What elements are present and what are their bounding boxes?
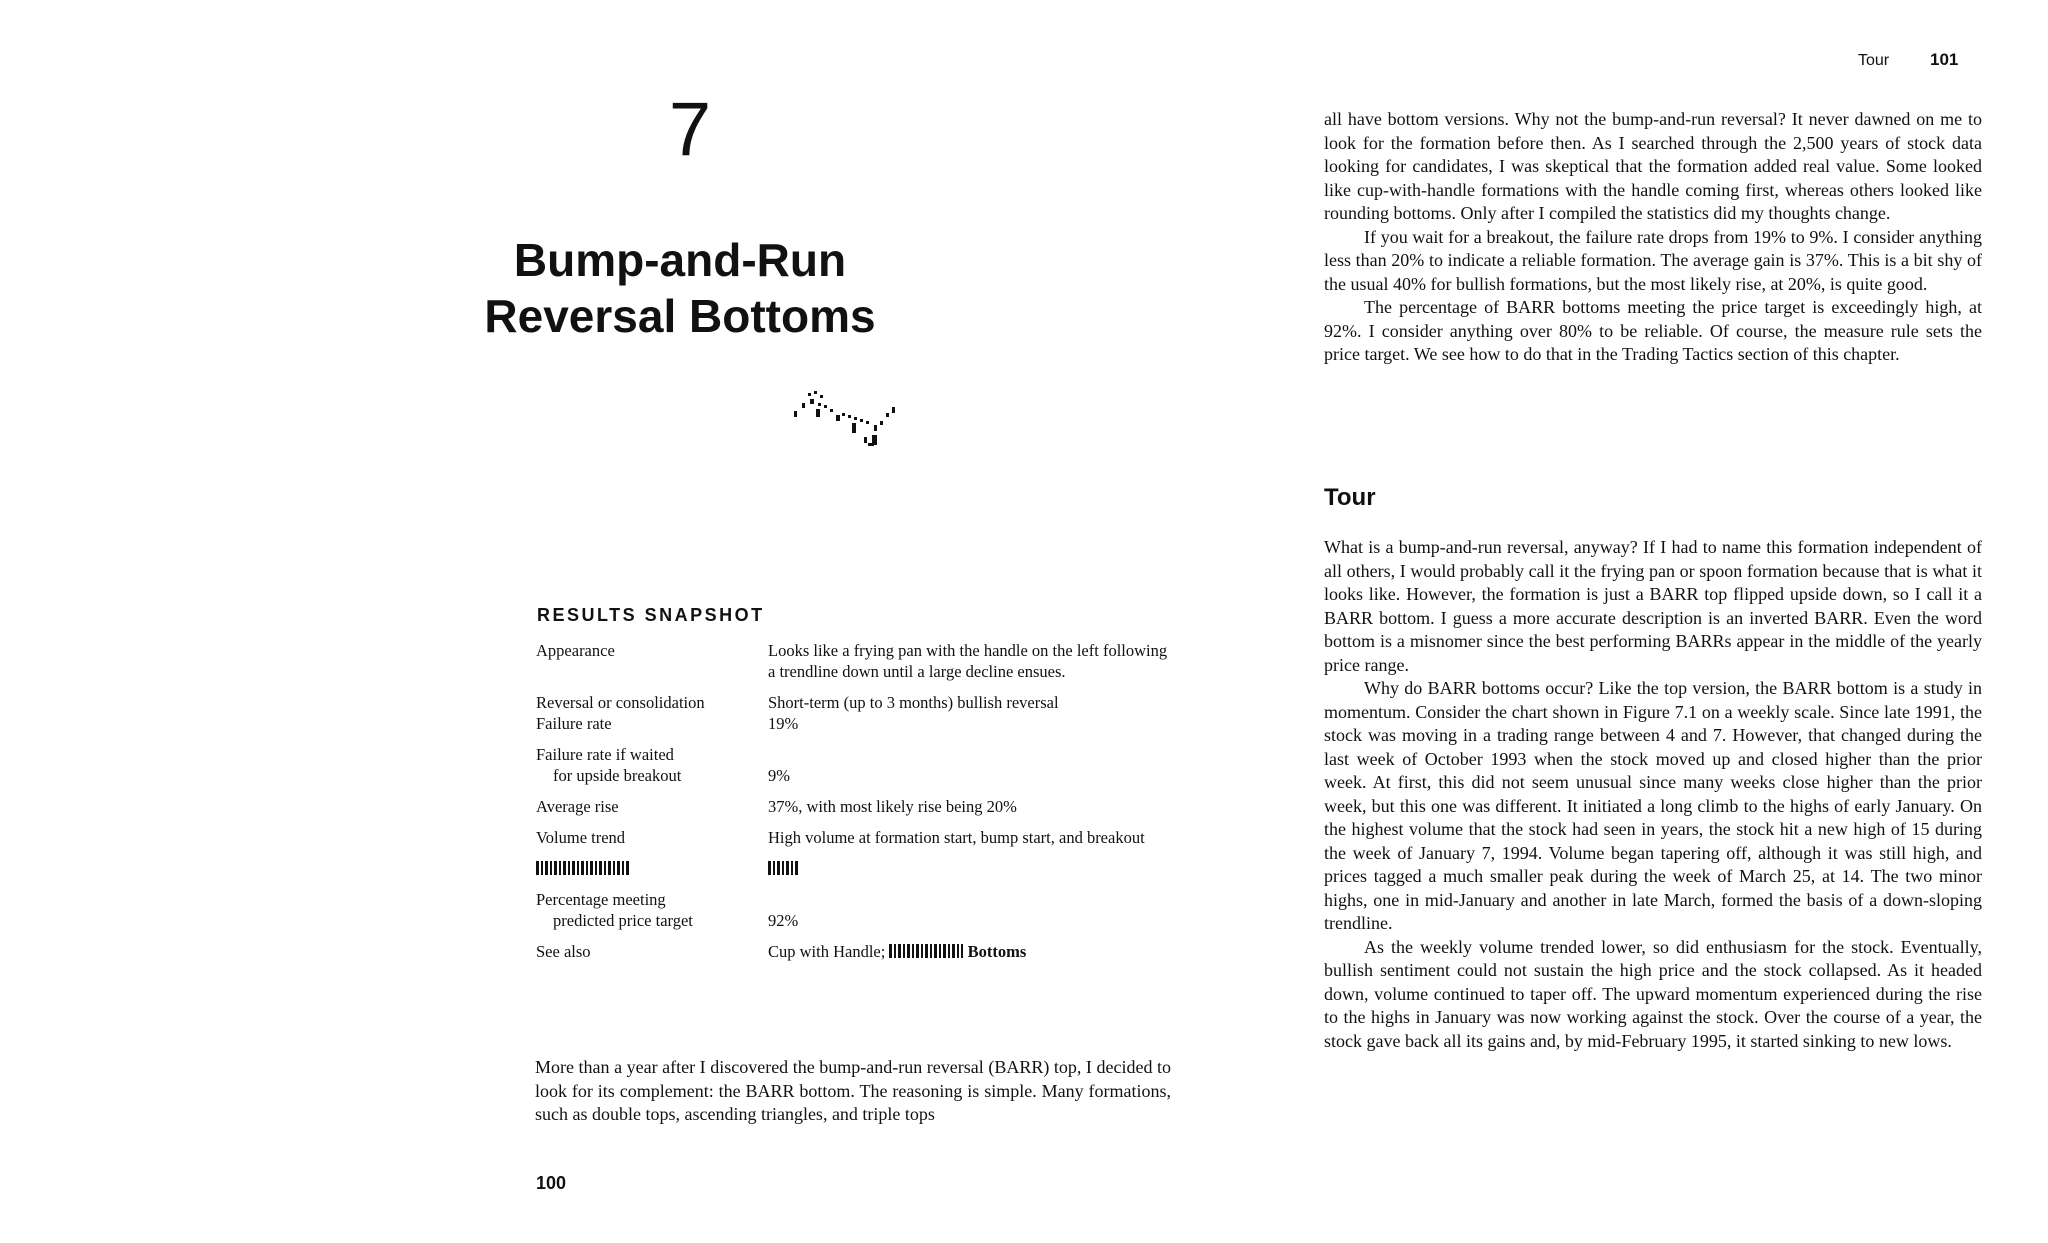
chapter-number: 7 (668, 87, 712, 172)
running-head: Tour (1858, 52, 1890, 69)
tour-paragraph: As the weekly volume trended lower, so did enthusiasm for the stock. Eventually, bullish sentiment could not sustain the high price and the stock collapsed. As it headed down, volume continued to taper off. The upward momentum experienced during the rise to the highs in January was now working against the stock. Over the course of a year, the stock gave back all its gains and, by mid-February 1995, it started sinking to new lows. (1324, 936, 1982, 1051)
body-paragraph: More than a year after I discovered the bump-and-run reversal (BARR) top, I decided to look for its complement: the BARR bottom. The reasoning is simple. Many formations, such as double tops, ascending triangles, and triple tops (535, 1057, 1171, 1124)
snapshot-label-line1: Percentage meeting (536, 890, 666, 909)
snapshot-label-line1: Failure rate if waited (536, 745, 674, 764)
tour-paragraph: Why do BARR bottoms occur? Like the top version, the BARR bottom is a study in momentum. Consider the chart shown in Figure 7.1 on a weekly scale. Since late 1991, the stock was moving in a trading range between 4 and 7. However, that changed during the last week of October 1993 when the stock moved up and closed higher than the prior week. At first, this did not seem unusual since many weeks close higher than the prior week, but this one was different. It initiated a long climb to the highs of early January. On the highest volume that the stock had seen in years, the stock hit a new high of 15 during the week of January 7, 1994. Volume began tapering off, although it was still high, and prices tagged a much smaller peak during the week of March 25, at 14. The two minor highs, one in mid-January and another in late March, formed the basis of a down-sloping trendline. (1324, 678, 1982, 933)
snapshot-value: High volume at formation start, bump start, and breakout (768, 828, 1145, 847)
chapter-pattern-icon (790, 385, 930, 465)
snapshot-value: 37%, with most likely rise being 20% (768, 797, 1017, 816)
right-page (1024, 0, 2048, 1243)
snapshot-value: Looks like a frying pan with the handle on the left following a trendline down until a large decline ensues. (768, 641, 1168, 681)
see-also-suffix: Bottoms (967, 942, 1027, 961)
snapshot-label: Average rise (536, 797, 619, 816)
illegible-value-glyphs (768, 861, 800, 875)
chapter-title-line2: Reversal Bottoms (484, 290, 876, 342)
snapshot-label-line2: for upside breakout (553, 766, 682, 785)
illegible-label-glyphs (536, 861, 630, 875)
page-number: 100 (536, 1173, 567, 1193)
results-snapshot-heading: RESULTS SNAPSHOT (537, 605, 765, 625)
running-page-number: 101 (1930, 50, 1959, 69)
tour-paragraph: What is a bump-and-run reversal, anyway? If I had to name this formation independent of all others, I would probably call it the frying pan or spoon formation because that is what it looks like. However, the formation is just a BARR top flipped upside down, so I call it a BARR bottom. I guess a more accurate description is an inverted BARR. Even the word bottom is a misnomer since the best performing BARRs appear in the middle of the yearly price range. (1324, 537, 1982, 675)
chapter-title-line1: Bump-and-Run (513, 234, 847, 286)
snapshot-value: 19% (768, 714, 799, 733)
snapshot-value: Short-term (up to 3 months) bullish reversal (768, 693, 1059, 712)
illegible-glyphs (889, 944, 963, 958)
see-also-prefix: Cup with Handle; (768, 942, 886, 961)
snapshot-value: 92% (768, 911, 799, 930)
chapter-title (380, 232, 980, 344)
snapshot-label-line2: predicted price target (553, 911, 693, 930)
section-heading: Tour (1324, 484, 1376, 511)
snapshot-label: Volume trend (536, 828, 626, 847)
snapshot-label: Failure rate (536, 714, 612, 733)
tour-text (1324, 536, 1982, 1053)
snapshot-label: See also (536, 942, 591, 961)
right-intro-text (1324, 108, 1982, 367)
intro-paragraph: all have bottom versions. Why not the bump-and-run reversal? It never dawned on me to look for the formation before then. As I searched through the 2,500 years of stock data looking for candidates, I was skeptical that the formation added real value. Some looked like cup-with-handle formations with the handle coming first, whereas others looked like rounding bottoms. Only after I compiled the statistics did my thoughts change. (1324, 109, 1982, 223)
intro-paragraph: The percentage of BARR bottoms meeting the price target is exceedingly high, at 92%. I consider anything over 80% to be reliable. Of course, the measure rule sets the price target. We see how to do that in the Trading Tactics section of this chapter. (1324, 297, 1982, 364)
snapshot-value: 9% (768, 766, 790, 785)
snapshot-label (536, 744, 768, 786)
snapshot-label: Appearance (536, 641, 615, 660)
snapshot-label: Reversal or consolidation (536, 693, 705, 712)
snapshot-label (536, 889, 768, 931)
intro-paragraph: If you wait for a breakout, the failure rate drops from 19% to 9%. I consider anything less than 20% to indicate a reliable formation. The average gain is 37%. This is a bit shy of the usual 40% for bullish formations, but the most likely rise, at 20%, is quite good. (1324, 226, 1982, 294)
